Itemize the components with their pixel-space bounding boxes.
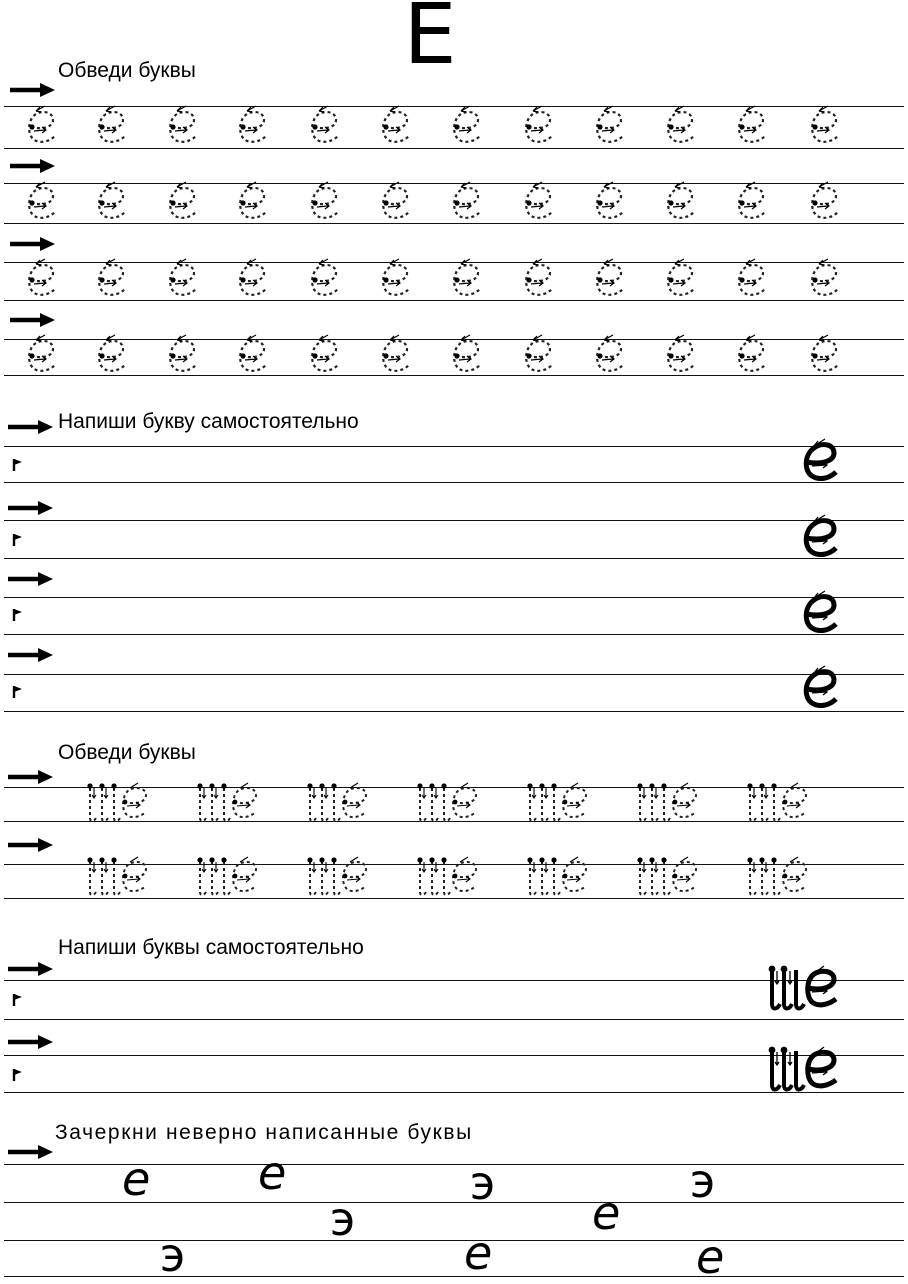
start-flag-icon xyxy=(12,458,24,472)
ruled-line xyxy=(4,558,904,559)
dotted-letter-e xyxy=(306,181,346,225)
start-flag-icon xyxy=(12,608,24,622)
dotted-syllable-she xyxy=(194,782,270,826)
dotted-syllable-she xyxy=(524,782,600,826)
dotted-syllable-she xyxy=(524,856,600,900)
arrow-icon xyxy=(8,768,54,786)
dotted-letter-e xyxy=(23,181,63,225)
arrow-icon xyxy=(8,1033,54,1051)
dotted-letter-e xyxy=(733,334,773,378)
ruled-line xyxy=(4,482,904,483)
arrow-icon xyxy=(10,157,56,175)
dotted-letter-e xyxy=(377,105,417,149)
dotted-letter-e xyxy=(806,181,846,225)
arrow-icon xyxy=(10,311,56,329)
dotted-letter-e xyxy=(23,334,63,378)
dotted-letter-e xyxy=(377,258,417,302)
dotted-letter-e xyxy=(164,181,204,225)
ruled-line xyxy=(4,1019,904,1020)
ruled-line xyxy=(4,446,904,447)
dotted-letter-e xyxy=(448,334,488,378)
dotted-letter-e xyxy=(806,105,846,149)
ruled-line xyxy=(4,1276,904,1277)
sample-syllable-she xyxy=(766,1045,844,1097)
dotted-letter-e xyxy=(448,105,488,149)
dotted-letter-e xyxy=(306,105,346,149)
ruled-line xyxy=(4,597,904,598)
dotted-syllable-she xyxy=(304,782,380,826)
dotted-letter-e xyxy=(377,181,417,225)
exercise-letter[interactable]: е xyxy=(258,1146,287,1200)
dotted-letter-e xyxy=(733,258,773,302)
dotted-letter-e xyxy=(662,181,702,225)
dotted-letter-e xyxy=(448,258,488,302)
start-flag-icon xyxy=(12,685,24,699)
dotted-syllable-she xyxy=(414,782,490,826)
dotted-letter-e xyxy=(662,105,702,149)
dotted-syllable-she xyxy=(634,856,710,900)
exercise-letter[interactable]: э xyxy=(690,1154,716,1208)
exercise-letter[interactable]: э xyxy=(330,1192,356,1246)
dotted-syllable-she xyxy=(744,782,820,826)
dotted-syllable-she xyxy=(634,782,710,826)
dotted-letter-e xyxy=(733,105,773,149)
dotted-letter-e xyxy=(733,181,773,225)
dotted-letter-e xyxy=(662,334,702,378)
arrow-icon xyxy=(10,81,56,99)
arrow-icon xyxy=(8,418,54,436)
dotted-letter-e xyxy=(93,105,133,149)
dotted-letter-e xyxy=(520,105,560,149)
sample-letter-e xyxy=(800,438,844,484)
dotted-letter-e xyxy=(448,181,488,225)
arrow-icon xyxy=(8,836,54,854)
ruled-line xyxy=(4,520,904,521)
sample-letter-e xyxy=(800,514,844,560)
start-flag-icon xyxy=(12,533,24,547)
dotted-syllable-she xyxy=(414,856,490,900)
heading-trace-letters: Обведи буквы xyxy=(58,59,196,82)
exercise-letter[interactable]: е xyxy=(592,1186,621,1240)
arrow-icon xyxy=(8,960,54,978)
dotted-letter-e xyxy=(23,258,63,302)
arrow-icon xyxy=(8,646,54,664)
exercise-letter[interactable]: е xyxy=(122,1152,151,1206)
dotted-letter-e xyxy=(520,334,560,378)
arrow-icon xyxy=(8,499,54,517)
exercise-letter[interactable]: е xyxy=(696,1230,725,1284)
dotted-letter-e xyxy=(164,258,204,302)
dotted-letter-e xyxy=(164,105,204,149)
sample-syllable-she xyxy=(766,964,844,1016)
arrow-icon xyxy=(10,235,56,253)
ruled-line xyxy=(4,634,904,635)
dotted-letter-e xyxy=(93,258,133,302)
dotted-syllable-she xyxy=(194,856,270,900)
arrow-icon xyxy=(8,570,54,588)
ruled-line xyxy=(4,1240,904,1241)
dotted-letter-e xyxy=(234,105,274,149)
dotted-syllable-she xyxy=(304,856,380,900)
dotted-letter-e xyxy=(591,105,631,149)
dotted-letter-e xyxy=(377,334,417,378)
ruled-line xyxy=(4,674,904,675)
dotted-letter-e xyxy=(234,334,274,378)
dotted-letter-e xyxy=(23,105,63,149)
dotted-letter-e xyxy=(93,334,133,378)
sample-letter-e xyxy=(800,665,844,711)
exercise-letter[interactable]: э xyxy=(470,1156,496,1210)
dotted-syllable-she xyxy=(84,782,160,826)
dotted-letter-e xyxy=(234,181,274,225)
dotted-letter-e xyxy=(806,258,846,302)
heading-write-syllables: Напиши буквы самостоятельно xyxy=(58,936,364,959)
dotted-letter-e xyxy=(93,181,133,225)
dotted-letter-e xyxy=(520,181,560,225)
start-flag-icon xyxy=(12,993,24,1007)
dotted-letter-e xyxy=(234,258,274,302)
dotted-letter-e xyxy=(591,258,631,302)
dotted-letter-e xyxy=(806,334,846,378)
exercise-letter[interactable]: е xyxy=(464,1226,493,1280)
sample-letter-e xyxy=(800,590,844,636)
dotted-syllable-she xyxy=(744,856,820,900)
page-title: Е xyxy=(403,0,457,83)
dotted-letter-e xyxy=(591,334,631,378)
dotted-letter-e xyxy=(306,258,346,302)
exercise-letter[interactable]: э xyxy=(160,1228,186,1282)
dotted-letter-e xyxy=(591,181,631,225)
dotted-letter-e xyxy=(164,334,204,378)
heading-write-letter: Напиши букву самостоятельно xyxy=(58,410,359,433)
dotted-letter-e xyxy=(662,258,702,302)
dotted-syllable-she xyxy=(84,856,160,900)
dotted-letter-e xyxy=(520,258,560,302)
start-flag-icon xyxy=(12,1068,24,1082)
heading-trace-syllables: Обведи буквы xyxy=(58,741,196,764)
ruled-line xyxy=(4,711,904,712)
arrow-icon xyxy=(8,1143,54,1161)
heading-cross-out: Зачеркни неверно написанные буквы xyxy=(55,1121,473,1144)
dotted-letter-e xyxy=(306,334,346,378)
